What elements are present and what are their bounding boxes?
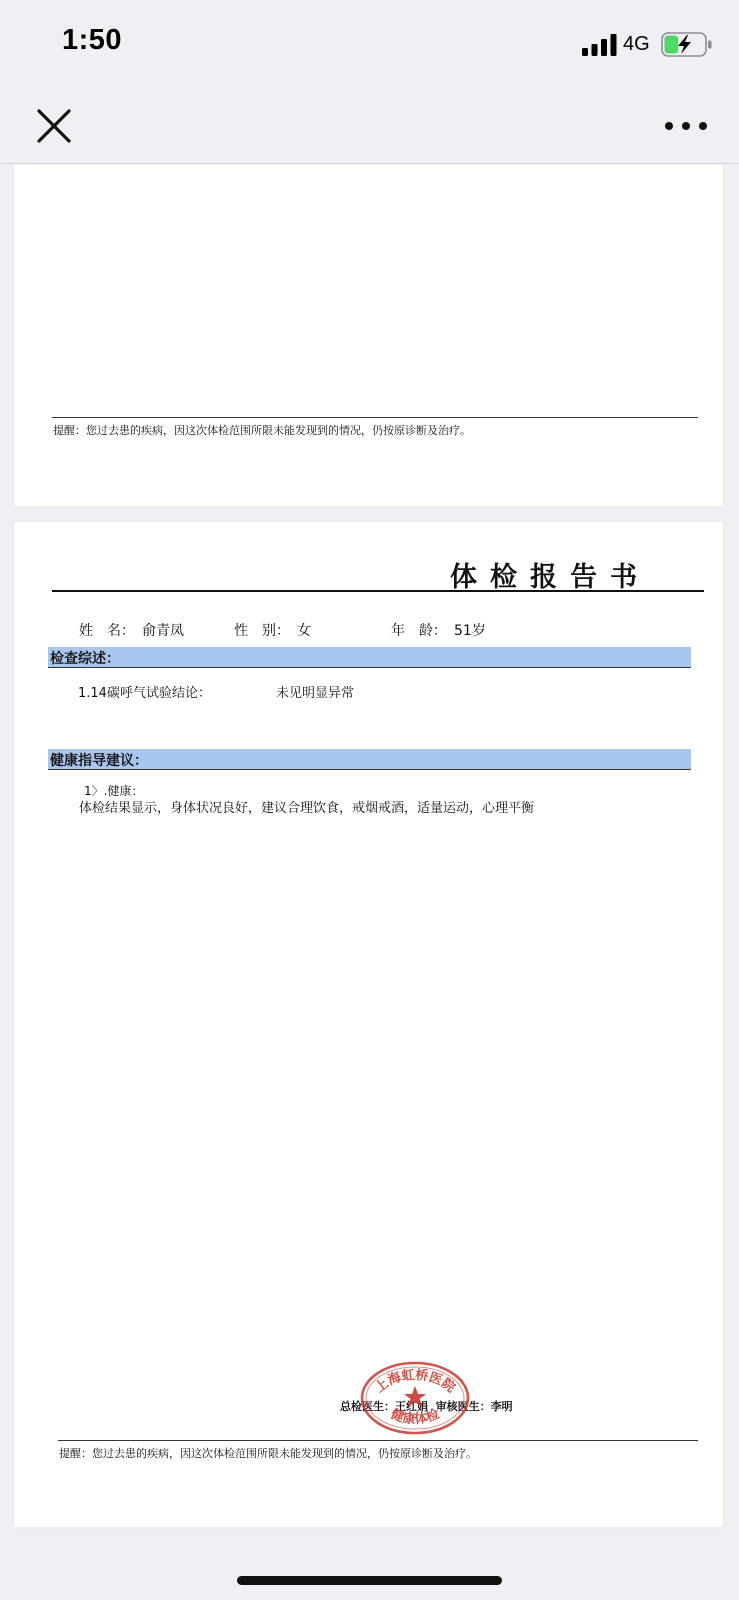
- name-label: 姓 名：: [79, 623, 135, 639]
- status-time: 1:50: [62, 24, 123, 56]
- more-horizontal-icon[interactable]: [664, 112, 708, 140]
- summary-section-header: [48, 647, 691, 668]
- network-type-label: 4G: [623, 33, 650, 55]
- status-bar: [0, 0, 739, 88]
- chief-doctor-name: 王红娟: [395, 1400, 428, 1413]
- advice-text: 体检结果显示，身体状况良好，建议合理饮食，戒烟戒酒，适量运动，心理平衡: [79, 801, 535, 816]
- battery-charging-icon: [661, 32, 713, 57]
- close-icon[interactable]: [34, 106, 74, 146]
- report-title: 体检报告书: [450, 562, 650, 593]
- footer-rule: [58, 1440, 698, 1441]
- gender-label: 性 别：: [234, 623, 290, 639]
- reviewer-doctor-name: 李明: [490, 1400, 513, 1413]
- advice-section-header: [48, 749, 691, 770]
- summary-section-label: 检查综述：: [50, 651, 120, 667]
- cellular-signal-icon: [582, 34, 618, 56]
- footer-reminder: 提醒：您过去患的疾病，因这次体检范围所限未能发现到的情况，仍按原诊断及治疗。: [59, 1447, 477, 1460]
- chief-doctor-label: 总检医生：: [340, 1400, 395, 1413]
- advice-heading: 1〉.健康：: [84, 784, 144, 798]
- age-label: 年 龄：: [391, 623, 447, 639]
- home-indicator[interactable]: [237, 1576, 502, 1585]
- summary-item: 1.14碳呼气试验结论：: [78, 686, 211, 701]
- patient-gender: 女: [297, 623, 311, 639]
- patient-name: 俞青凤: [142, 623, 184, 639]
- hospital-seal-stamp: [359, 1360, 471, 1436]
- svg-text:上海虹桥医院: 上海虹桥医院: [372, 1367, 458, 1396]
- document-page-1: [14, 165, 723, 506]
- reviewer-doctor-label: 审核医生：: [435, 1400, 491, 1413]
- summary-result: 未见明显异常: [276, 686, 355, 701]
- document-page-2: [14, 522, 723, 1527]
- title-rule: [52, 590, 704, 592]
- footer-reminder: 提醒：您过去患的疾病，因这次体检范围所限未能发现到的情况，仍按原诊断及治疗。: [53, 424, 471, 437]
- patient-age: 51岁: [454, 623, 486, 639]
- navigation-bar: [0, 88, 739, 164]
- document-viewer[interactable]: [0, 165, 739, 1600]
- svg-text:健康体检: 健康体检: [388, 1406, 442, 1428]
- footer-rule: [52, 417, 698, 418]
- advice-section-label: 健康指导建议：: [50, 753, 148, 769]
